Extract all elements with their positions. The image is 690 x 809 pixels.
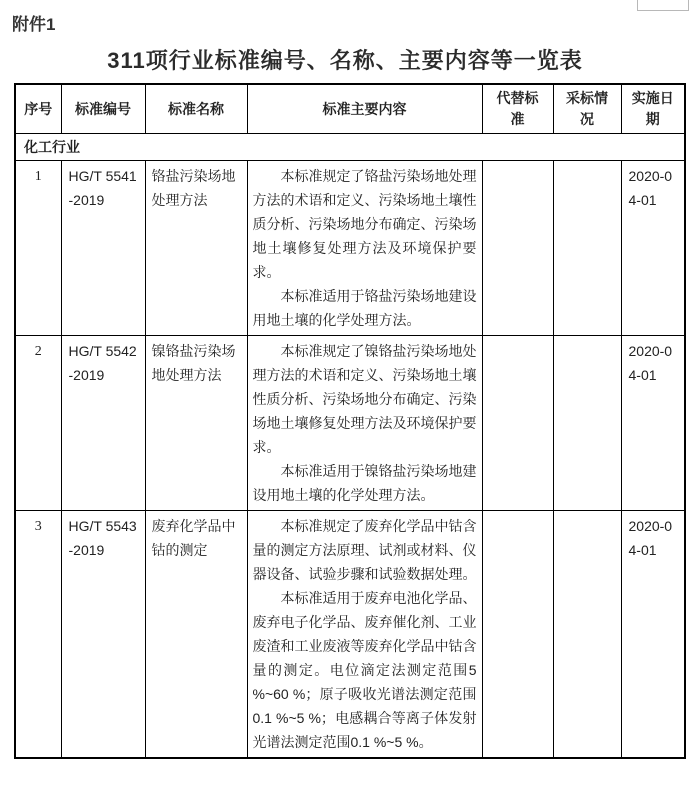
content-paragraph: 本标准规定了废弃化学品中钴含量的测定方法原理、试剂或材料、仪器设备、试验步骤和试验数据处理。 — [252, 518, 477, 582]
table-row — [15, 161, 685, 336]
table-header-row — [15, 84, 685, 134]
standard-name-cell: 废弃化学品中钴的测定 — [145, 511, 247, 759]
header-standard-name: 标准名称 — [145, 84, 247, 134]
header-implementation-date: 实施日期 — [621, 84, 685, 134]
standard-content-cell — [247, 511, 482, 759]
standard-content-cell — [247, 336, 482, 511]
header-seq: 序号 — [15, 84, 61, 134]
adoption-status-cell — [553, 161, 621, 336]
attachment-label: 附件1 — [12, 15, 56, 34]
replaced-standard-cell — [482, 336, 553, 511]
seq-cell: 3 — [15, 511, 61, 759]
content-paragraph: 本标准适用于废弃电池化学品、废弃电子化学品、废弃催化剂、工业废渣和工业废液等废弃化学品中钴含量的测定。电位滴定法测定范围5 %~60 %；原子吸收光谱法测定范围0.1 %~5 %；电感耦合等离子体发射光谱法测定范围0.1 %~5 %。 — [252, 590, 477, 750]
standard-code-cell: HG/T 5543-2019 — [61, 511, 145, 759]
standard-content-cell — [247, 161, 482, 336]
adoption-status-cell — [553, 336, 621, 511]
content-paragraph: 本标准规定了镍铬盐污染场地处理方法的术语和定义、污染场地土壤性质分析、污染场地分布确定、污染场地土壤修复处理方法及环境保护要求。 — [252, 343, 477, 455]
content-paragraph: 本标准规定了铬盐污染场地处理方法的术语和定义、污染场地土壤性质分析、污染场地分布确定、污染场地土壤修复处理方法及环境保护要求。 — [252, 168, 477, 280]
content-paragraph: 本标准适用于铬盐污染场地建设用地土壤的化学处理方法。 — [252, 288, 477, 328]
standard-code-cell: HG/T 5541-2019 — [61, 161, 145, 336]
header-adoption-status: 采标情况 — [553, 84, 621, 134]
standard-code-cell: HG/T 5542-2019 — [61, 336, 145, 511]
implementation-date-cell: 2020-04-01 — [621, 336, 685, 511]
header-main-content: 标准主要内容 — [247, 84, 482, 134]
content-paragraph: 本标准适用于镍铬盐污染场地建设用地土壤的化学处理方法。 — [252, 463, 477, 503]
replaced-standard-cell — [482, 511, 553, 759]
standard-name-cell: 铬盐污染场地处理方法 — [145, 161, 247, 336]
header-standard-code: 标准编号 — [61, 84, 145, 134]
industry-section-row — [15, 134, 685, 161]
replaced-standard-cell — [482, 161, 553, 336]
implementation-date-cell: 2020-04-01 — [621, 161, 685, 336]
adoption-status-cell — [553, 511, 621, 759]
table-row — [15, 336, 685, 511]
header-replaced-standard: 代替标准 — [482, 84, 553, 134]
page-title: 311项行业标准编号、名称、主要内容等一览表 — [107, 48, 583, 73]
seq-cell: 1 — [15, 161, 61, 336]
standards-table — [14, 83, 686, 759]
top-right-box-fragment — [637, 0, 689, 11]
standard-name-cell: 镍铬盐污染场地处理方法 — [145, 336, 247, 511]
industry-section-label: 化工行业 — [15, 134, 685, 161]
implementation-date-cell: 2020-04-01 — [621, 511, 685, 759]
seq-cell: 2 — [15, 336, 61, 511]
table-row — [15, 511, 685, 759]
